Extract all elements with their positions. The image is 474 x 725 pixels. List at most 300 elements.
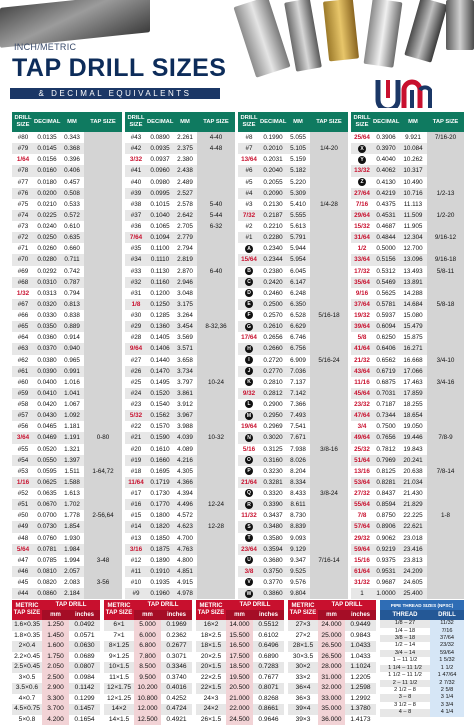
tap-size-cell — [427, 221, 464, 232]
table-row — [351, 510, 464, 521]
mm-cell: 0.794 — [60, 288, 84, 299]
mm-cell: 7.541 — [286, 421, 310, 432]
drill-size-cell: #12 — [125, 555, 147, 566]
table-row — [351, 555, 464, 566]
mm-cell: 4.978 — [173, 588, 197, 599]
table-row — [12, 321, 122, 332]
table-row — [125, 143, 235, 154]
mm-cell: 4.763 — [173, 544, 197, 555]
letter-drill-badge: R — [245, 501, 253, 509]
mm-cell: 0.889 — [60, 321, 84, 332]
metric-size-cell: 20×2.5 — [196, 652, 226, 663]
table-row — [125, 388, 235, 399]
table-row — [351, 132, 464, 143]
drill-mm-cell: 21.000 — [226, 694, 253, 705]
tap-size-cell — [84, 288, 122, 299]
letter-drill-badge: Y — [358, 156, 366, 164]
tap-size-cell — [84, 499, 122, 510]
drill-size-cell — [238, 366, 260, 377]
drill-size-cell: #30 — [125, 310, 147, 321]
table-row — [125, 577, 235, 588]
table-row — [238, 277, 348, 288]
tap-size-cell — [84, 343, 122, 354]
header-tap-size: TAP SIZE — [197, 112, 235, 132]
decimal-cell: 0.1570 — [147, 421, 173, 432]
header-mm: MM — [399, 112, 427, 132]
table-row — [125, 343, 235, 354]
mm-cell: 8.026 — [286, 455, 310, 466]
mm-cell: 1.016 — [60, 377, 84, 388]
table-row — [238, 188, 348, 199]
drill-inches-cell: 1.4173 — [345, 715, 376, 725]
drill-size-cell — [238, 466, 260, 477]
drill-size-cell: #1 — [238, 232, 260, 243]
drill-size-cell: #14 — [125, 521, 147, 532]
mm-cell: 0.457 — [60, 177, 84, 188]
table-row — [104, 620, 192, 631]
drill-mm-cell: 3.700 — [42, 704, 69, 715]
mm-cell: 0.711 — [60, 254, 84, 265]
decimal-cell: 0.0980 — [147, 177, 173, 188]
decimal-cell: 0.5000 — [373, 243, 399, 254]
table-row — [125, 521, 235, 532]
tap-size-cell: 4-40 — [197, 132, 235, 143]
tap-size-cell: 10-32 — [197, 432, 235, 443]
table-row — [288, 631, 376, 642]
tap-size-cell — [84, 421, 122, 432]
letter-drill-badge: P — [245, 467, 253, 475]
table-row — [12, 444, 122, 455]
tap-size-cell: 3/4-10 — [427, 355, 464, 366]
drill-inches-cell: 0.8071 — [253, 683, 284, 694]
drill-mm-cell: 10.800 — [134, 694, 161, 705]
table-row — [380, 702, 464, 709]
drill-bit-image — [404, 0, 447, 63]
letter-drill-badge: J — [245, 367, 253, 375]
tap-size-cell: 7/16-14 — [310, 555, 348, 566]
table-row — [12, 154, 122, 165]
thread-cell: 3 1/2 – 8 — [380, 702, 430, 709]
tap-size-cell: 0-80 — [84, 432, 122, 443]
decimal-cell: 0.2610 — [260, 321, 286, 332]
table-row — [196, 652, 284, 663]
table-row — [12, 620, 100, 631]
tap-size-cell — [310, 410, 348, 421]
mm-cell: 1.067 — [60, 399, 84, 410]
mm-cell: 15.080 — [399, 310, 427, 321]
decimal-cell: 0.2420 — [260, 277, 286, 288]
tap-size-cell — [197, 232, 235, 243]
table-row — [12, 277, 122, 288]
table-row — [125, 221, 235, 232]
tap-size-cell — [197, 488, 235, 499]
header-tap-drill: TAP DRILL — [42, 600, 100, 610]
drill-inches-cell: 0.4016 — [161, 683, 192, 694]
title-banner: & DECIMAL EQUIVALENTS — [10, 88, 220, 99]
tap-size-cell — [310, 299, 348, 310]
drill-size-cell: #71 — [12, 243, 34, 254]
header — [0, 0, 474, 108]
table-row — [12, 641, 100, 652]
table-row — [104, 652, 192, 663]
tap-size-cell — [197, 165, 235, 176]
decimal-cell: 0.1610 — [147, 444, 173, 455]
mm-cell: 2.946 — [173, 277, 197, 288]
mm-cell: 11.509 — [399, 210, 427, 221]
pipe-drill-cell: 37/64 — [430, 635, 464, 642]
table-row — [351, 254, 464, 265]
drill-size-cell: 9/32 — [238, 388, 260, 399]
tap-size-cell: 5-44 — [197, 210, 235, 221]
drill-table-header — [125, 112, 235, 132]
drill-inches-cell: 0.1142 — [69, 683, 100, 694]
page-title: TAP DRILL SIZES — [12, 54, 226, 83]
thread-cell: 2 1/2 – 8 — [380, 687, 430, 694]
tap-size-cell — [84, 299, 122, 310]
table-row — [380, 687, 464, 694]
table-row — [238, 566, 348, 577]
metric-size-cell: 14×1.5 — [104, 715, 134, 725]
drill-inches-cell: 1.2992 — [345, 694, 376, 705]
mm-cell: 3.861 — [173, 388, 197, 399]
table-row — [125, 266, 235, 277]
table-row — [12, 662, 100, 673]
drill-table — [238, 112, 348, 599]
table-row — [12, 577, 122, 588]
decimal-cell: 0.0785 — [34, 555, 60, 566]
thread-cell: 1 1/2 – 11 1/2 — [380, 672, 430, 679]
drill-size-cell: 45/64 — [351, 388, 373, 399]
table-row — [12, 399, 122, 410]
table-row — [125, 410, 235, 421]
drill-size-cell: 5/32 — [125, 410, 147, 421]
drill-size-cell: 7/8 — [351, 510, 373, 521]
decimal-cell: 0.3390 — [260, 499, 286, 510]
table-row — [125, 399, 235, 410]
drill-size-cell: 43/64 — [351, 366, 373, 377]
drill-size-cell: 29/64 — [351, 210, 373, 221]
table-row — [238, 266, 348, 277]
table-row — [12, 132, 122, 143]
table-row — [125, 199, 235, 210]
decimal-cell: 0.0670 — [34, 499, 60, 510]
drill-mm-cell: 18.500 — [226, 662, 253, 673]
decimal-cell: 0.3906 — [373, 132, 399, 143]
table-row — [351, 533, 464, 544]
drill-inches-cell: 0.6102 — [253, 631, 284, 642]
metric-tap-tables — [12, 600, 462, 717]
letter-drill-badge: Q — [245, 489, 253, 497]
header-mm: mm — [318, 610, 345, 620]
drill-size-cell: #7 — [238, 143, 260, 154]
tap-size-cell: 3/8-16 — [310, 444, 348, 455]
header-inches: inches — [69, 610, 100, 620]
table-row — [12, 432, 122, 443]
table-row — [288, 620, 376, 631]
mm-cell: 4.496 — [173, 499, 197, 510]
letter-drill-badge: I — [245, 356, 253, 364]
tap-size-cell — [84, 477, 122, 488]
mm-cell: 8.839 — [286, 521, 310, 532]
mm-cell: 0.368 — [60, 143, 84, 154]
mm-cell: 0.813 — [60, 299, 84, 310]
tap-size-cell: 7/8-14 — [427, 466, 464, 477]
header-metric-tap-size: METRIC TAP SIZE — [104, 600, 134, 620]
tap-size-cell — [310, 277, 348, 288]
header-metric-tap-size: METRIC TAP SIZE — [12, 600, 42, 620]
drill-size-cell: 9/64 — [125, 343, 147, 354]
metric-table — [12, 600, 100, 725]
drill-size-cell: #8 — [238, 132, 260, 143]
mm-cell: 11.113 — [399, 199, 427, 210]
drill-size-cell: 59/64 — [351, 544, 373, 555]
table-row — [104, 683, 192, 694]
drill-size-cell: 1/8 — [125, 299, 147, 310]
tap-size-cell — [197, 466, 235, 477]
decimal-cell: 0.2900 — [260, 399, 286, 410]
mm-cell: 10.716 — [399, 188, 427, 199]
decimal-cell: 0.2950 — [260, 410, 286, 421]
decimal-cell: 0.1405 — [147, 332, 173, 343]
tap-size-cell — [84, 243, 122, 254]
decimal-cell: 0.8750 — [373, 510, 399, 521]
drill-size-cell: 25/64 — [351, 132, 373, 143]
decimal-cell: 0.2656 — [260, 332, 286, 343]
drill-size-cell: #76 — [12, 188, 34, 199]
table-row — [238, 544, 348, 555]
mm-cell: 5.954 — [286, 254, 310, 265]
mm-cell: 7.036 — [286, 366, 310, 377]
drill-size-cell: #20 — [125, 444, 147, 455]
mm-cell: 0.533 — [60, 199, 84, 210]
table-row — [238, 355, 348, 366]
tap-size-cell — [197, 421, 235, 432]
metric-size-cell: 18×2.5 — [196, 631, 226, 642]
header-decimal: DECIMAL — [34, 112, 60, 132]
decimal-cell: 0.9375 — [373, 555, 399, 566]
mm-cell: 1.321 — [60, 444, 84, 455]
tap-size-cell — [197, 332, 235, 343]
table-row — [196, 704, 284, 715]
mm-cell: 4.089 — [173, 444, 197, 455]
table-row — [12, 377, 122, 388]
metric-table-header — [196, 600, 284, 610]
tap-size-cell — [197, 544, 235, 555]
drill-size-cell: 51/64 — [351, 455, 373, 466]
mm-cell: 20.638 — [399, 466, 427, 477]
mm-cell: 1.511 — [60, 466, 84, 477]
drill-size-cell: #36 — [125, 221, 147, 232]
table-row — [238, 310, 348, 321]
mm-cell: 6.528 — [286, 310, 310, 321]
table-row — [12, 521, 122, 532]
decimal-cell: 0.6562 — [373, 355, 399, 366]
tap-size-cell — [310, 210, 348, 221]
table-row — [351, 210, 464, 221]
metric-size-cell: 12×1.25 — [104, 694, 134, 705]
mm-cell: 6.045 — [286, 266, 310, 277]
drill-size-cell: #47 — [12, 555, 34, 566]
decimal-cell: 0.3281 — [260, 477, 286, 488]
letter-drill-badge: N — [245, 434, 253, 442]
letter-drill-badge: Z — [358, 178, 366, 186]
mm-cell: 1.092 — [60, 410, 84, 421]
drill-bit-image — [0, 0, 150, 48]
metric-table — [104, 600, 192, 725]
table-row — [125, 321, 235, 332]
decimal-cell: 0.1850 — [147, 533, 173, 544]
drill-size-cell: 1/32 — [12, 288, 34, 299]
drill-inches-cell: 0.5512 — [253, 620, 284, 631]
tap-size-cell — [197, 243, 235, 254]
drill-mm-cell: 1.450 — [42, 631, 69, 642]
table-row — [380, 665, 464, 672]
thread-cell: 3 – 8 — [380, 694, 430, 701]
mm-cell: 24.605 — [399, 577, 427, 588]
decimal-cell: 1.0000 — [373, 588, 399, 599]
mm-cell: 5.220 — [286, 177, 310, 188]
table-row — [104, 694, 192, 705]
drill-size-cell: #3 — [238, 199, 260, 210]
mm-cell: 18.654 — [399, 410, 427, 421]
drill-size-cell: #41 — [125, 165, 147, 176]
tap-size-cell — [84, 544, 122, 555]
drill-size-cell — [238, 432, 260, 443]
tap-size-cell: 5/8-11 — [427, 266, 464, 277]
decimal-cell: 0.1250 — [147, 299, 173, 310]
tap-size-cell: 1-64,72 — [84, 466, 122, 477]
drill-size-cell: 7/64 — [125, 232, 147, 243]
drill-inches-cell: 1.1024 — [345, 662, 376, 673]
table-row — [351, 421, 464, 432]
drill-inches-cell: 1.3780 — [345, 704, 376, 715]
header-decimal: DECIMAL — [373, 112, 399, 132]
mm-cell: 22.225 — [399, 510, 427, 521]
tap-size-cell — [310, 544, 348, 555]
drill-inches-cell: 0.0492 — [69, 620, 100, 631]
drill-size-cell: 15/64 — [238, 254, 260, 265]
tap-size-cell: 6-40 — [197, 266, 235, 277]
decimal-cell: 0.1406 — [147, 343, 173, 354]
header-inches: inches — [253, 610, 284, 620]
thread-cell: 4 – 8 — [380, 709, 430, 717]
tap-size-cell — [197, 310, 235, 321]
decimal-cell: 0.3860 — [260, 588, 286, 599]
mm-cell: 7.671 — [286, 432, 310, 443]
tap-size-cell — [427, 421, 464, 432]
drill-size-tables — [12, 112, 462, 588]
mm-cell: 1.588 — [60, 477, 84, 488]
decimal-cell: 0.3160 — [260, 455, 286, 466]
mm-cell: 9.576 — [286, 577, 310, 588]
drill-size-cell: #65 — [12, 321, 34, 332]
decimal-cell: 0.2812 — [260, 388, 286, 399]
table-row — [125, 477, 235, 488]
decimal-cell: 0.0730 — [34, 521, 60, 532]
header-mm: mm — [42, 610, 69, 620]
pipe-drill-cell: 2 5/8 — [430, 687, 464, 694]
tap-size-cell — [427, 154, 464, 165]
decimal-cell: 0.5937 — [373, 310, 399, 321]
header-mm: MM — [173, 112, 197, 132]
table-row — [125, 288, 235, 299]
drill-table-header — [238, 112, 348, 132]
tap-size-cell — [310, 477, 348, 488]
mm-cell: 19.050 — [399, 421, 427, 432]
metric-size-cell: 3×0.5 — [12, 673, 42, 684]
mm-cell: 0.572 — [60, 210, 84, 221]
mm-cell: 6.350 — [286, 299, 310, 310]
table-row — [125, 310, 235, 321]
drill-size-cell: #17 — [125, 488, 147, 499]
mm-cell: 3.571 — [173, 343, 197, 354]
tap-size-cell — [84, 588, 122, 599]
drill-size-cell: #55 — [12, 444, 34, 455]
decimal-cell: 0.2344 — [260, 254, 286, 265]
header-tap-drill: TAP DRILL — [318, 600, 376, 610]
pipe-drill-cell: 1 1/2 — [430, 665, 464, 672]
decimal-cell: 0.7344 — [373, 410, 399, 421]
tap-size-cell — [310, 254, 348, 265]
decimal-cell: 0.4844 — [373, 232, 399, 243]
decimal-cell: 0.1730 — [147, 488, 173, 499]
table-row — [125, 210, 235, 221]
drill-size-cell: #24 — [125, 388, 147, 399]
mm-cell: 1.984 — [60, 544, 84, 555]
mm-cell: 6.248 — [286, 288, 310, 299]
table-row — [12, 254, 122, 265]
drill-size-cell — [238, 321, 260, 332]
decimal-cell: 0.0810 — [34, 566, 60, 577]
drill-size-cell: #11 — [125, 566, 147, 577]
tap-size-cell: 1-8 — [427, 510, 464, 521]
metric-table-header — [104, 600, 192, 610]
drill-inches-cell: 0.4724 — [161, 704, 192, 715]
table-row — [238, 499, 348, 510]
header-inches: inches — [161, 610, 192, 620]
decimal-cell: 0.3750 — [260, 566, 286, 577]
pipe-drill-cell: 11/32 — [430, 620, 464, 627]
header-decimal: DECIMAL — [260, 112, 286, 132]
table-row — [104, 631, 192, 642]
decimal-cell: 0.0860 — [34, 588, 60, 599]
mm-cell: 3.967 — [173, 410, 197, 421]
table-row — [125, 254, 235, 265]
tap-size-cell: 3/4-16 — [427, 377, 464, 388]
table-row — [380, 672, 464, 679]
tap-size-cell — [84, 266, 122, 277]
decimal-cell: 0.2770 — [260, 366, 286, 377]
drill-mm-cell: 16.500 — [226, 641, 253, 652]
table-row — [380, 680, 464, 687]
drill-size-cell — [238, 277, 260, 288]
decimal-cell: 0.1015 — [147, 199, 173, 210]
metric-size-cell: 6×1 — [104, 620, 134, 631]
drill-mm-cell: 19.500 — [226, 673, 253, 684]
mm-cell: 6.147 — [286, 277, 310, 288]
table-row — [12, 466, 122, 477]
drill-bit-image — [446, 0, 474, 50]
drill-size-cell: #44 — [12, 588, 34, 599]
tap-size-cell — [197, 477, 235, 488]
tap-size-cell — [310, 288, 348, 299]
drill-mm-cell: 20.500 — [226, 683, 253, 694]
drill-size-cell: #43 — [125, 132, 147, 143]
drill-size-cell: 3/8 — [238, 566, 260, 577]
mm-cell: 14.684 — [399, 299, 427, 310]
table-row — [380, 642, 464, 649]
mm-cell: 0.787 — [60, 277, 84, 288]
